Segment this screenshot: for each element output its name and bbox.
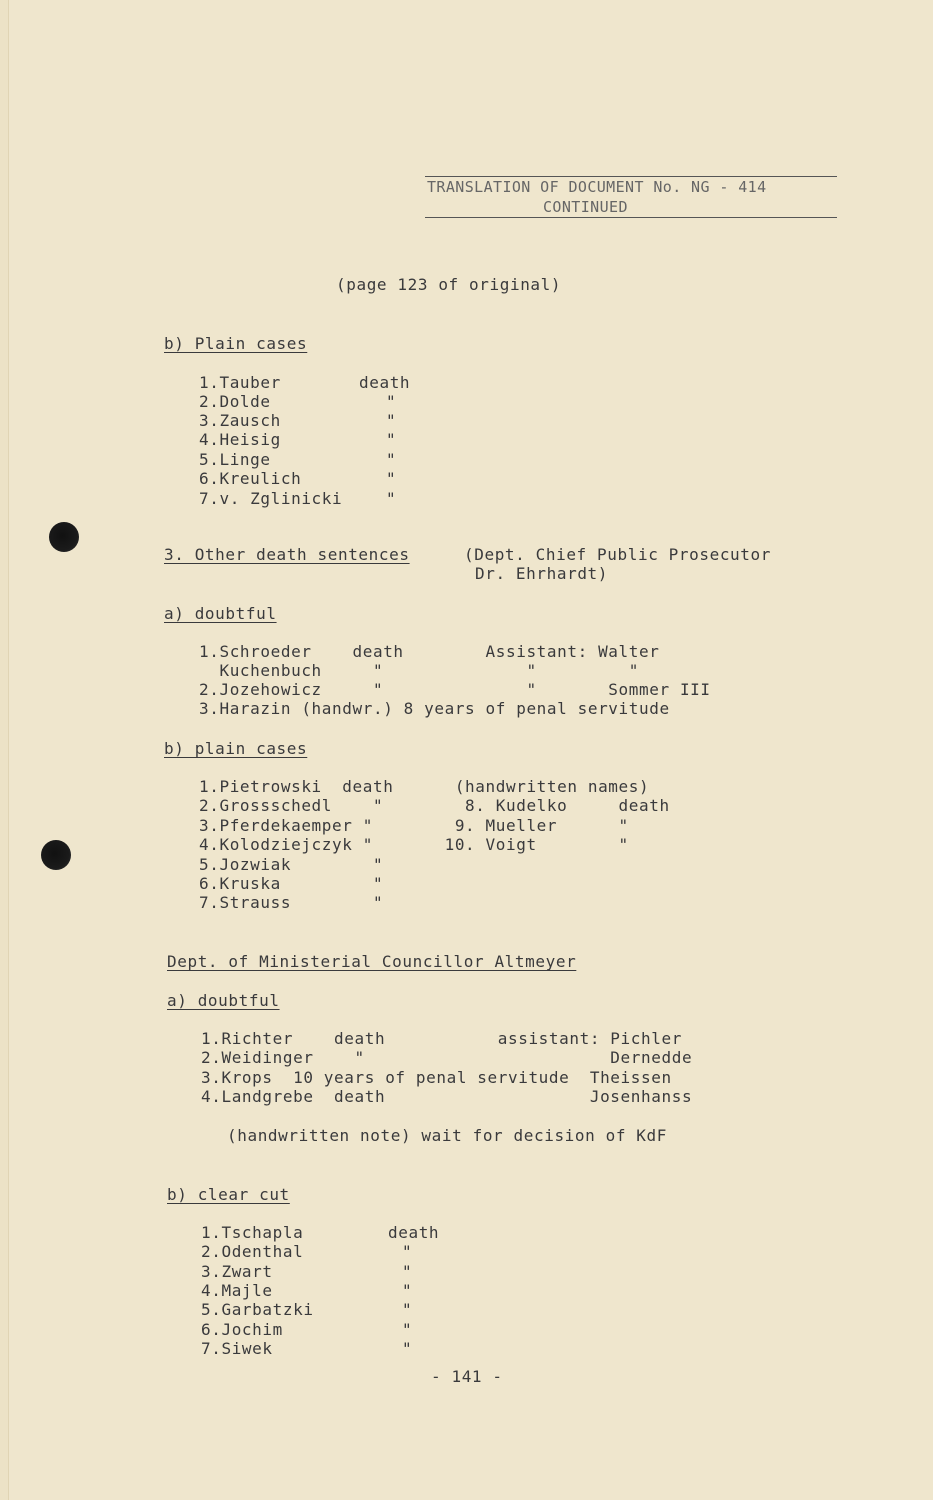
list-row: 1.Schroeder death Assistant: Walter (199, 642, 660, 661)
header-rule-bottom (425, 217, 837, 218)
list-item-name: 4.Majle (201, 1281, 273, 1300)
document-page (8, 0, 933, 1500)
section-heading: b) Plain cases (164, 334, 308, 353)
section-heading: a) doubtful (167, 991, 280, 1010)
list-row: 2.Weidinger " Dernedde (201, 1048, 693, 1067)
punch-hole-bottom (41, 840, 71, 870)
list-item-sentence: death (359, 373, 411, 392)
list-row: 5.Jozwiak " (199, 855, 384, 874)
list-item-name: 3.Zwart (201, 1262, 273, 1281)
list-item-sentence: " (402, 1320, 413, 1339)
list-item-name: 2.Dolde (199, 392, 271, 411)
list-item-sentence: " (386, 392, 397, 411)
list-item-name: 6.Kreulich (199, 469, 302, 488)
dept-note: (Dept. Chief Public Prosecutor (464, 545, 771, 564)
list-item-name: 2.Odenthal (201, 1242, 304, 1261)
punch-hole-top (49, 522, 79, 552)
list-item-sentence: " (402, 1262, 413, 1281)
section-heading: Dept. of Ministerial Councillor Altmeyer (167, 952, 577, 971)
list-item-sentence: death (388, 1223, 440, 1242)
list-item-name: 1.Tauber (199, 373, 281, 392)
list-item-sentence: " (402, 1300, 413, 1319)
list-item-sentence: " (402, 1339, 413, 1358)
list-row: 3.Harazin (handwr.) 8 years of penal servitude (199, 699, 670, 718)
page-number: - 141 - (431, 1367, 503, 1386)
list-row: 1.Richter death assistant: Pichler (201, 1029, 682, 1048)
list-row: 1.Pietrowski death (handwritten names) (199, 777, 650, 796)
dept-note: Dr. Ehrhardt) (475, 564, 609, 583)
header-title: TRANSLATION OF DOCUMENT No. NG - 414 (427, 178, 767, 196)
section-heading: b) clear cut (167, 1185, 290, 1204)
header-rule-top (425, 176, 837, 177)
section-heading: b) plain cases (164, 739, 308, 758)
section-heading: 3. Other death sentences (164, 545, 410, 564)
list-row: 2.Grossschedl " 8. Kudelko death (199, 796, 670, 815)
list-item-name: 3.Zausch (199, 411, 281, 430)
list-item-sentence: " (402, 1242, 413, 1261)
list-row: Kuchenbuch " " " (199, 661, 640, 680)
list-row: 3.Krops 10 years of penal servitude Theissen (201, 1068, 672, 1087)
list-row: 3.Pferdekaemper " 9. Mueller " (199, 816, 629, 835)
list-item-sentence: " (386, 450, 397, 469)
list-item-name: 1.Tschapla (201, 1223, 304, 1242)
page-reference: (page 123 of original) (336, 275, 562, 294)
list-item-name: 7.v. Zglinicki (199, 489, 343, 508)
handwritten-note: (handwritten note) wait for decision of KdF (227, 1126, 668, 1145)
list-row: 6.Kruska " (199, 874, 384, 893)
list-item-sentence: " (386, 411, 397, 430)
list-row: 2.Jozehowicz " " Sommer III (199, 680, 711, 699)
list-item-sentence: " (386, 469, 397, 488)
list-row: 4.Landgrebe death Josenhanss (201, 1087, 693, 1106)
list-row: 4.Kolodziejczyk " 10. Voigt " (199, 835, 629, 854)
section-heading: a) doubtful (164, 604, 277, 623)
list-item-name: 4.Heisig (199, 430, 281, 449)
list-item-name: 7.Siwek (201, 1339, 273, 1358)
list-item-name: 5.Garbatzki (201, 1300, 314, 1319)
list-item-name: 6.Jochim (201, 1320, 283, 1339)
list-item-sentence: " (402, 1281, 413, 1300)
list-item-sentence: " (386, 430, 397, 449)
list-item-name: 5.Linge (199, 450, 271, 469)
header-continued: CONTINUED (543, 198, 628, 216)
list-row: 7.Strauss " (199, 893, 384, 912)
list-item-sentence: " (386, 489, 397, 508)
